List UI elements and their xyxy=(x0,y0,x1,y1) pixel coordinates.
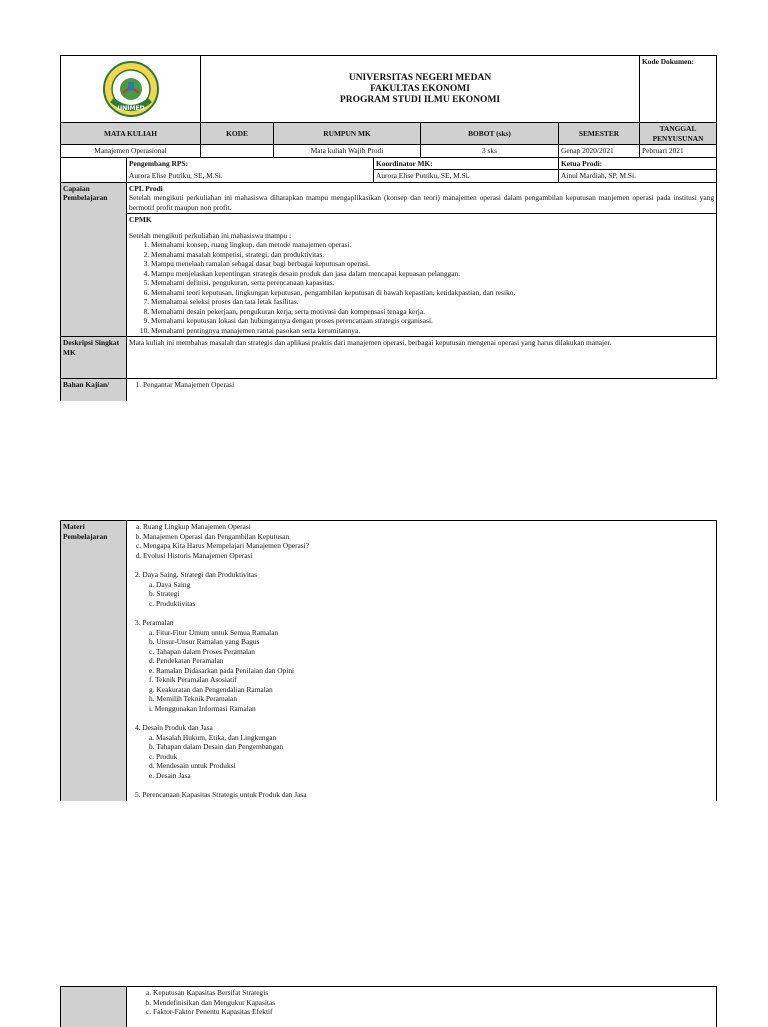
topic-subitem: e. Ramalan Didasarkan pada Penilaian dan Opini xyxy=(149,666,714,676)
cpmk-item: 8. Memahami desain pekerjaan, pengukuran kerja, serta motivasi dan kompensasi tenaga kerja. xyxy=(151,307,714,317)
cpmk-item: 4. Mampu menjelaskan kepentingan strategis desain produk dan jasa dalam mencapai kepuasan pelanggan. xyxy=(151,269,714,279)
doc-code-label: Kode Dokumen: xyxy=(642,57,694,66)
cpmk-item: 10. Memahami pentingnya manajemen rantai pasokan serta kerumitannya. xyxy=(151,326,714,336)
course-bobot: 3 sks xyxy=(421,145,559,158)
cpl-cell xyxy=(127,182,717,214)
koordinator-name: Aurora Elise Putriku, SE, M.Si. xyxy=(374,170,559,183)
program-name: PROGRAM STUDI ILMU EKONOMI xyxy=(339,94,501,105)
deskripsi-label: Deskripsi Singkat MK xyxy=(61,337,127,379)
koordinator-label: Koordinator MK: xyxy=(374,157,559,170)
cpmk-item: 9. Memahami keputusan lokasi dan hubungannya dengan proses perencanaan strategis organisasi. xyxy=(151,316,714,326)
topic-sublist xyxy=(135,628,714,714)
cpmk-item: 5. Memahami definisi, pengukuran, serta perencanaan kapasitas. xyxy=(151,278,714,288)
topic-subitem: b. Unsur-Unsur Ramalan yang Bagus xyxy=(149,637,714,647)
topic-sublist xyxy=(135,733,714,781)
rps-header-table xyxy=(60,55,717,401)
topic-subitem: a. Masalah Hukum, Etika, dan Lingkungan xyxy=(149,733,714,743)
bahan-list xyxy=(129,380,715,390)
page-1 xyxy=(0,55,768,401)
bahan-cell xyxy=(127,379,717,401)
topic-subitem: f. Teknik Peramalan Asosiatif xyxy=(149,675,714,685)
ketua-label: Ketua Prodi: xyxy=(559,157,717,170)
logo-cell xyxy=(61,56,201,123)
cpmk-intro: Setelah mengikuti perkuliahan ini mahasiswa mampu : xyxy=(129,230,292,240)
logo-text: UNIMED xyxy=(116,105,145,112)
course-name: Manajemen Operasional xyxy=(61,145,201,158)
topic-subitem: b. Mendefinisikan dan Mengukur Kapasitas xyxy=(153,998,714,1008)
materi-topic xyxy=(135,723,714,780)
topic-title: Perencanaan Kapasitas Strategis untuk Produk dan Jasa xyxy=(142,790,307,799)
topic-subitem: g. Keakuratan dan Pengendalian Ramalan xyxy=(149,685,714,695)
doc-code-cell xyxy=(640,56,717,123)
unimed-logo xyxy=(102,60,160,118)
materi-first-sublist xyxy=(129,522,714,560)
topic-subitem: c. Produktivitas xyxy=(149,599,714,609)
course-tanggal: Pebruari 2021 xyxy=(640,145,717,158)
topic-subitem: a. Keputusan Kapasitas Bersifat Strategis xyxy=(153,988,714,998)
materi-cell-continued xyxy=(127,987,717,1027)
materi-topic xyxy=(135,790,714,800)
topic-subitem: d. Pendekatan Peramalan xyxy=(149,656,714,666)
materi-label: Materi Pembelajaran xyxy=(61,521,127,801)
topic-subitem: i. Menggunakan Informasi Ramalan xyxy=(149,704,714,714)
topic-title: Desain Produk dan Jasa xyxy=(142,723,213,732)
materi-cell xyxy=(127,521,717,801)
course-kode xyxy=(201,145,274,158)
topic-subitem: b. Strategi xyxy=(149,589,714,599)
materi-subitem: c. Mengapa Kita Harus Mempelajari Manajemen Operasi? xyxy=(143,541,714,551)
topic-subitem: b. Tahapan dalam Desain dan Pengembangan xyxy=(149,742,714,752)
materi-subitem: a. Ruang Lingkup Manajemen Operasi xyxy=(143,522,714,532)
col-semester: SEMESTER xyxy=(559,123,640,145)
topic-subitem: d. Mendesain untuk Produksi xyxy=(149,761,714,771)
materi-topic xyxy=(135,570,714,608)
pengembang-name: Aurora Elise Putriku, SE, M.Si. xyxy=(127,170,374,183)
topic-subitem: a. Fitur-Fitur Umum untuk Semua Ramalan xyxy=(149,628,714,638)
col-rumpun: RUMPUN MK xyxy=(274,123,421,145)
cpmk-item: 3. Mampu menelaah ramalan sebagai dasar bagi berbagai keputusan operasi. xyxy=(151,259,714,269)
cpmk-item: 1. Memahami konsep, ruang lingkup, dan metode manajemen operasi. xyxy=(151,240,714,250)
capaian-label: Capaian Pembelajaran xyxy=(61,182,127,337)
bahan-label: Bahan Kajian/ xyxy=(61,379,127,401)
cpmk-item: 2. Memahami masalah kompetisi, strategi, dan produktivitas. xyxy=(151,250,714,260)
materi-label-continued xyxy=(61,987,127,1027)
materi-topic xyxy=(135,618,714,713)
col-tanggal: TANGGAL PENYUSUNAN xyxy=(640,123,717,145)
course-rumpun: Mata kuliah Wajib Prodi xyxy=(274,145,421,158)
course-semester: Genap 2020/2021 xyxy=(559,145,640,158)
cpmk-title: CPMK xyxy=(129,215,152,224)
topic-subitem: c. Tahapan dalam Proses Peramalan xyxy=(149,647,714,657)
cpmk-item: 6. Memahami teori keputusan, lingkungan keputusan, pengambilan keputusan di bawah kepastian, ketidakpastian, dan resiko. xyxy=(151,288,714,298)
cpmk-cell xyxy=(127,214,717,337)
col-bobot: BOBOT (sks) xyxy=(421,123,559,145)
materi-topic-list xyxy=(129,570,714,800)
materi-subitem: d. Evolusi Historis Manajemen Operasi xyxy=(143,551,714,561)
topic-subitem: e. Desain Jasa xyxy=(149,771,714,781)
page-3 xyxy=(0,986,768,1027)
university-name: UNIVERSITAS NEGERI MEDAN xyxy=(348,72,492,83)
cpl-title: CPL Prodi xyxy=(129,183,163,193)
faculty-name: FAKULTAS EKONOMI xyxy=(370,83,470,94)
materi-table-continued xyxy=(60,986,717,1027)
topic-subitem: a. Daya Saing xyxy=(149,580,714,590)
topic-subitem: c. Produk xyxy=(149,752,714,762)
materi-subitem: b. Manajemen Operasi dan Pengambilan Keputusan xyxy=(143,532,714,542)
cpl-text: Setelah mengikuti perkuliahan ini mahasiswa diharapkan mampu mengaplikasikan (konsep dan teori) manajemen operasi dalam pengambilan keputusan manjemen operasi pada institusi yang bermotif profit maupun non profit. xyxy=(129,193,715,212)
topic-subitem: c. Faktor-Faktor Penentu Kapasitas Efektif xyxy=(153,1007,714,1017)
cpmk-list xyxy=(129,240,714,335)
deskripsi-text: Mata kuliah ini membahas masalah dan strategis dan aplikasi praktis dari manajemen operasi, berbagai keputusan mengenai operasi yang harus dilakukan manajer. xyxy=(127,337,717,379)
institution-header xyxy=(201,56,640,123)
page-2 xyxy=(0,520,768,801)
col-kode: KODE xyxy=(201,123,274,145)
topic-sublist xyxy=(135,580,714,609)
page3-sublist xyxy=(129,988,714,1017)
topic-title: Daya Saing, Strategi dan Produktivitas xyxy=(142,570,258,579)
bahan-item: 1. Pengantar Manajemen Operasi xyxy=(143,380,715,390)
materi-table xyxy=(60,520,717,801)
cpmk-item: 7. Memahamai seleksi proses dan tata letak fasilitas. xyxy=(151,297,714,307)
col-mata-kuliah: MATA KULIAH xyxy=(61,123,201,145)
topic-title: Peramalan xyxy=(142,618,174,627)
ketua-name: Ainul Mardiah, SP, M.Si. xyxy=(559,170,717,183)
pengembang-label: Pengembang RPS: xyxy=(127,157,374,170)
topic-subitem: h. Memilih Teknik Peramalan xyxy=(149,694,714,704)
